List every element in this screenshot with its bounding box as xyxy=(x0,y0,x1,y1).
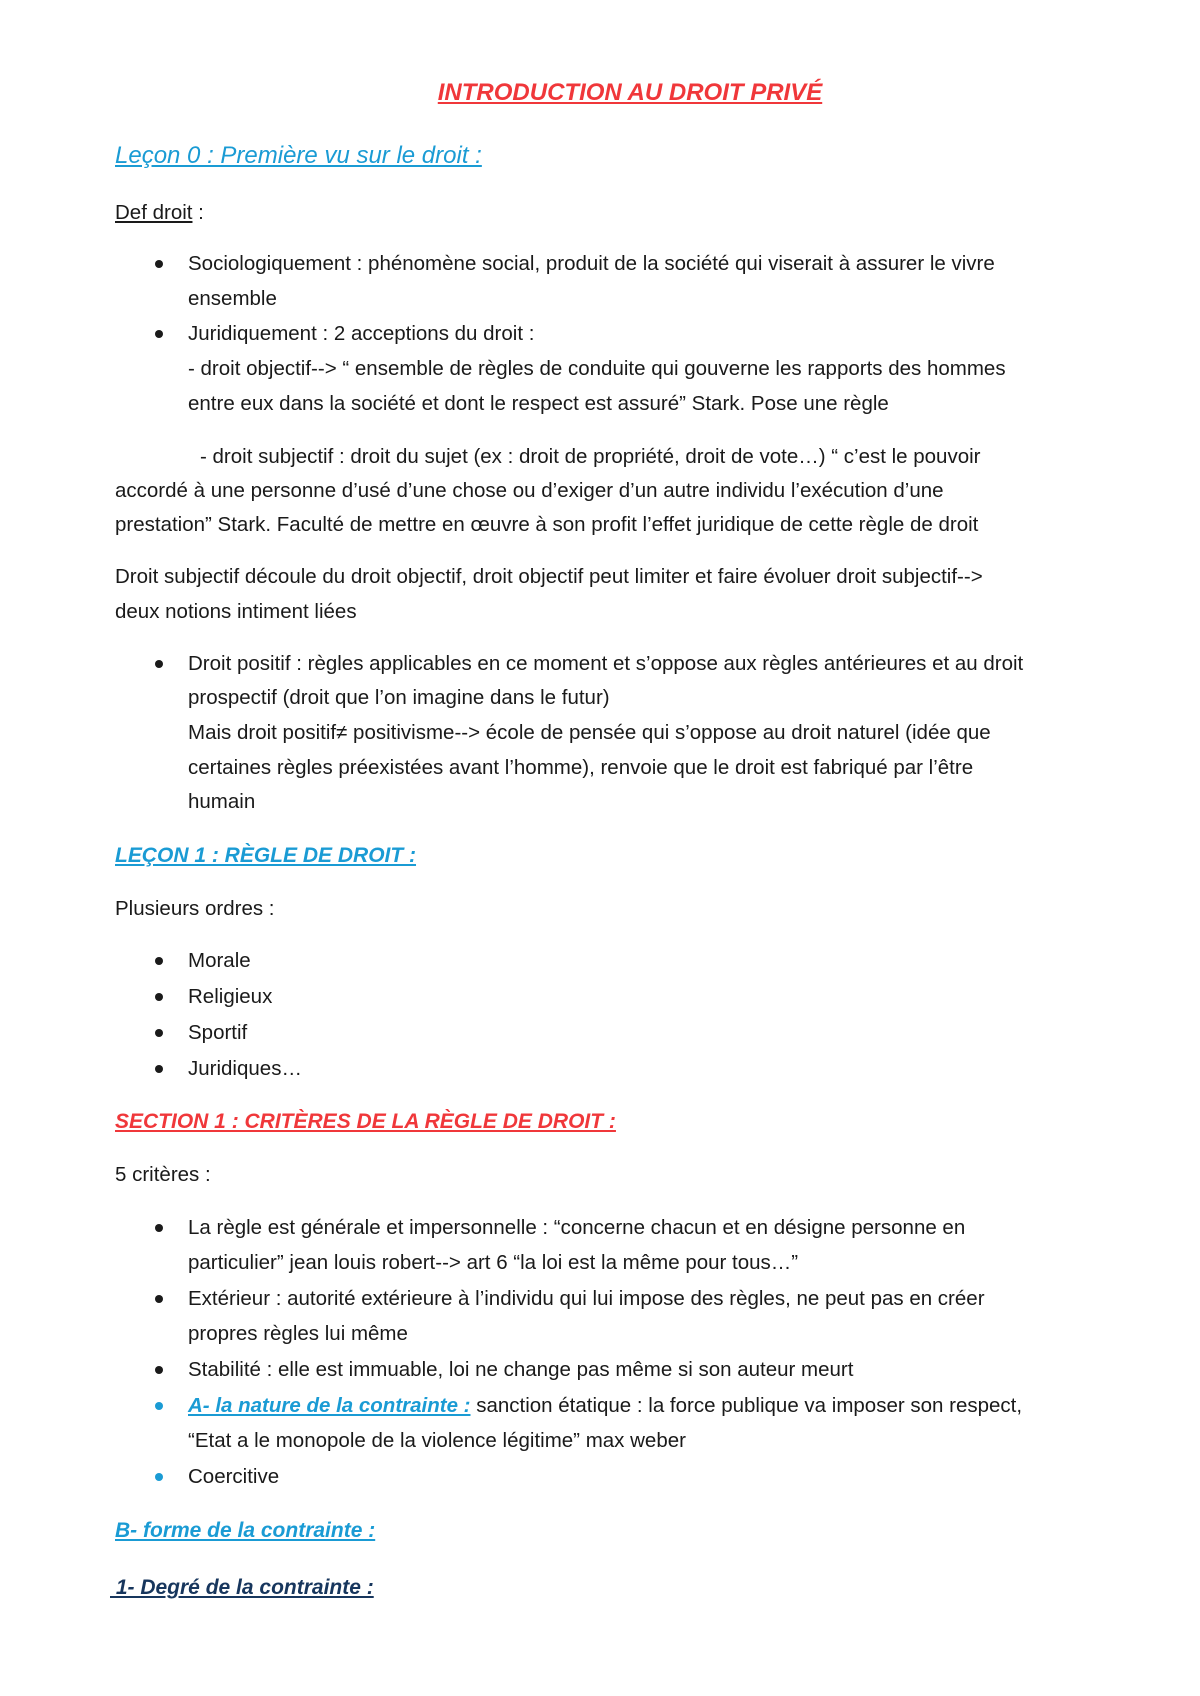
bullet-icon xyxy=(155,1402,163,1410)
paragraph-decoule-cont: deux notions intiment liées xyxy=(115,600,357,623)
bullet-icon xyxy=(155,993,163,1001)
section-b-heading: B- forme de la contrainte : xyxy=(115,1519,376,1542)
list-item-juridiques: Juridiques… xyxy=(188,1057,302,1080)
bullet-icon xyxy=(155,660,163,668)
list-item-religieux: Religieux xyxy=(188,985,273,1008)
critere-stabilite: Stabilité : elle est immuable, loi ne change pas même si son auteur meurt xyxy=(188,1358,854,1381)
lecon-1-heading: LEÇON 1 : RÈGLE DE DROIT : xyxy=(115,844,417,867)
droit-positif-cont-3: certaines règles préexistées avant l’homme), renvoie que le droit est fabriqué par l’être xyxy=(188,756,974,779)
degre-contrainte-heading: 1- Degré de la contrainte : xyxy=(110,1576,374,1599)
bullet-icon xyxy=(155,1065,163,1073)
section-1-heading: SECTION 1 : CRITÈRES DE LA RÈGLE DE DROIT : xyxy=(115,1110,616,1133)
bullet-droit-positif: Droit positif : règles applicables en ce moment et s’oppose aux règles antérieures et au droit xyxy=(188,652,1024,675)
critere-contrainte-cont: “Etat a le monopole de la violence légitime” max weber xyxy=(188,1429,686,1452)
bullet-juridiquement: Juridiquement : 2 acceptions du droit : xyxy=(188,322,535,345)
bullet-icon xyxy=(155,260,163,268)
list-item-sportif: Sportif xyxy=(188,1021,248,1044)
nature-contrainte-label: A- la nature de la contrainte : xyxy=(188,1394,471,1417)
critere-generale: La règle est générale et impersonnelle : “concerne chacun et en désigne personne en xyxy=(188,1216,966,1239)
droit-subjectif-cont-2: prestation” Stark. Faculté de mettre en œuvre à son profit l’effet juridique de cette règle de droit xyxy=(115,513,979,536)
critere-coercitive: Coercitive xyxy=(188,1465,280,1488)
critere-generale-cont: particulier” jean louis robert--> art 6 “la loi est la même pour tous…” xyxy=(188,1251,799,1274)
bullet-sociologiquement-cont: ensemble xyxy=(188,287,277,310)
bullet-icon xyxy=(155,1029,163,1037)
droit-positif-cont-1: prospectif (droit que l’on imagine dans le futur) xyxy=(188,686,610,709)
droit-objectif-line: - droit objectif--> “ ensemble de règles de conduite qui gouverne les rapports des hommes xyxy=(188,357,1006,380)
droit-subjectif-cont-1: accordé à une personne d’usé d’une chose ou d’exiger d’un autre individu l’exécution d’une xyxy=(115,479,944,502)
droit-subjectif-line: - droit subjectif : droit du sujet (ex : droit de propriété, droit de vote…) “ c’est le pouvoir xyxy=(200,445,981,468)
paragraph-decoule: Droit subjectif découle du droit objectif, droit objectif peut limiter et faire évoluer droit subjectif--> xyxy=(115,565,983,588)
bullet-icon xyxy=(155,957,163,965)
def-droit-label: Def droit : xyxy=(115,201,204,224)
bullet-icon xyxy=(155,1224,163,1232)
document-title: INTRODUCTION AU DROIT PRIVÉ xyxy=(437,79,823,106)
lecon-0-heading: Leçon 0 : Première vu sur le droit : xyxy=(115,142,482,169)
critere-contrainte: A- la nature de la contrainte : sanction étatique : la force publique va imposer son respect, xyxy=(188,1394,1023,1417)
bullet-sociologiquement: Sociologiquement : phénomène social, produit de la société qui viserait à assurer le vivre xyxy=(188,252,995,275)
droit-positif-cont-2: Mais droit positif≠ positivisme--> école de pensée qui s’oppose au droit naturel (idée que xyxy=(188,721,991,744)
cinq-criteres: 5 critères : xyxy=(115,1163,211,1186)
list-item-morale: Morale xyxy=(188,949,251,972)
critere-exterieur: Extérieur : autorité extérieure à l’individu qui lui impose des règles, ne peut pas en créer xyxy=(188,1287,985,1310)
droit-positif-cont-4: humain xyxy=(188,790,256,813)
bullet-icon xyxy=(155,1473,163,1481)
plusieurs-ordres: Plusieurs ordres : xyxy=(115,897,275,920)
bullet-icon xyxy=(155,1295,163,1303)
bullet-icon xyxy=(155,330,163,338)
droit-objectif-cont: entre eux dans la société et dont le respect est assuré” Stark. Pose une règle xyxy=(188,392,889,415)
bullet-icon xyxy=(155,1366,163,1374)
critere-exterieur-cont: propres règles lui même xyxy=(188,1322,408,1345)
